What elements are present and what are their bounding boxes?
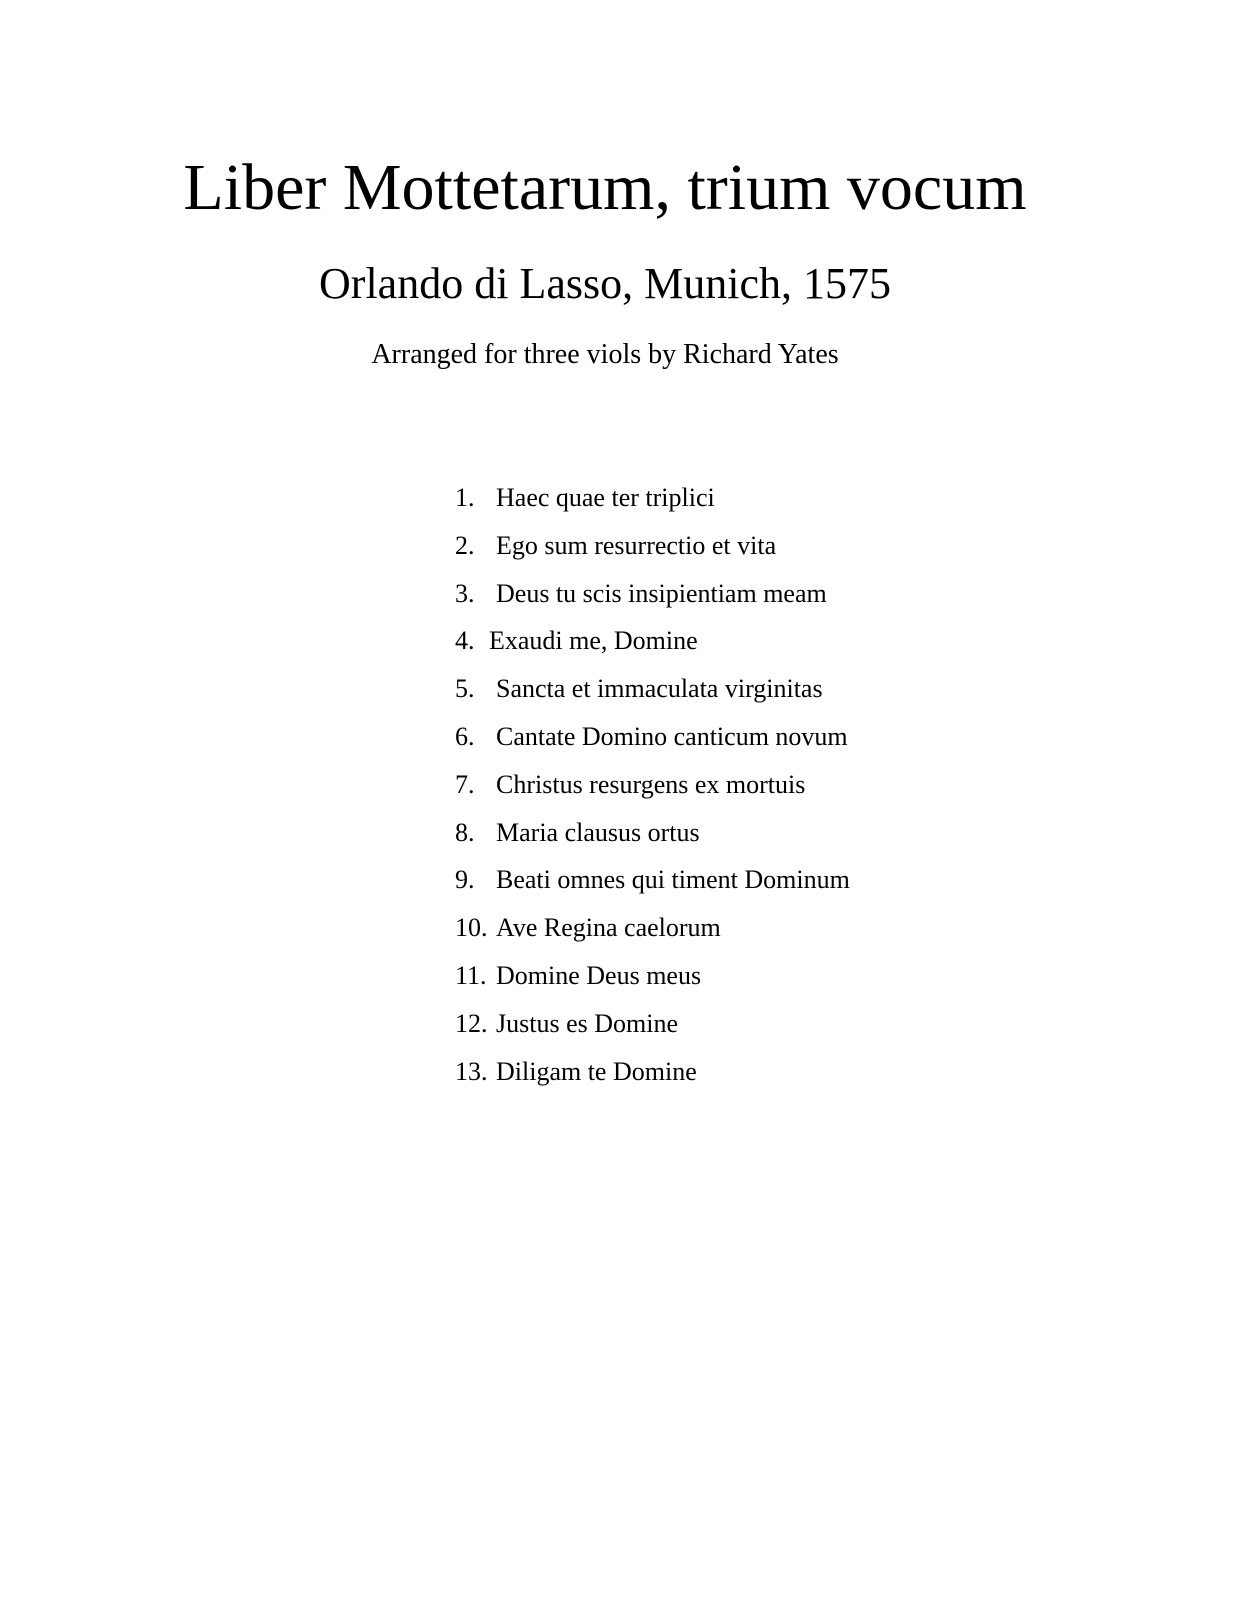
item-number: 1. — [455, 483, 475, 512]
list-item — [455, 816, 850, 864]
list-item — [455, 863, 850, 911]
item-number: 3. — [455, 578, 475, 608]
item-number: 4. — [455, 626, 475, 656]
item-number: 6. — [455, 721, 475, 751]
item-number: 2. — [455, 530, 475, 560]
item-number: 11. — [455, 960, 487, 990]
item-title: Exaudi me, Domine — [489, 626, 698, 656]
list-item — [455, 577, 850, 625]
contents-list — [455, 481, 850, 1102]
list-item — [455, 911, 850, 959]
item-number: 13. — [455, 1056, 488, 1086]
item-title: Ave Regina caelorum — [496, 913, 721, 943]
item-title: Cantate Domino canticum novum — [496, 721, 848, 751]
list-item — [455, 768, 850, 816]
list-item — [455, 1055, 850, 1103]
page-subtitle: Orlando di Lasso, Munich, 1575 — [319, 259, 891, 308]
item-number: 5. — [455, 674, 475, 704]
item-title: Haec quae ter triplici — [496, 483, 715, 512]
item-number: 9. — [455, 865, 475, 895]
item-title: Deus tu scis insipientiam meam — [496, 578, 827, 608]
item-title: Maria clausus ortus — [496, 817, 700, 847]
list-item — [455, 672, 850, 720]
item-title: Beati omnes qui timent Dominum — [496, 865, 850, 895]
item-number: 8. — [455, 817, 475, 847]
page-title: Liber Mottetarum, trium vocum — [183, 151, 1027, 224]
item-title: Sancta et immaculata virginitas — [496, 674, 823, 704]
list-item — [455, 481, 850, 529]
item-title: Diligam te Domine — [496, 1056, 697, 1086]
item-title: Ego sum resurrectio et vita — [496, 530, 777, 560]
list-item — [455, 720, 850, 768]
item-number: 10. — [455, 913, 488, 943]
list-item — [455, 624, 850, 672]
item-title: Domine Deus meus — [496, 960, 702, 990]
item-number: 7. — [455, 769, 475, 799]
item-title: Christus resurgens ex mortuis — [496, 769, 806, 799]
arranger-credit: Arranged for three viols by Richard Yates — [371, 339, 839, 370]
item-number: 12. — [455, 1008, 488, 1038]
list-item — [455, 1007, 850, 1055]
list-item — [455, 529, 850, 577]
list-item — [455, 959, 850, 1007]
item-title: Justus es Domine — [496, 1008, 678, 1038]
